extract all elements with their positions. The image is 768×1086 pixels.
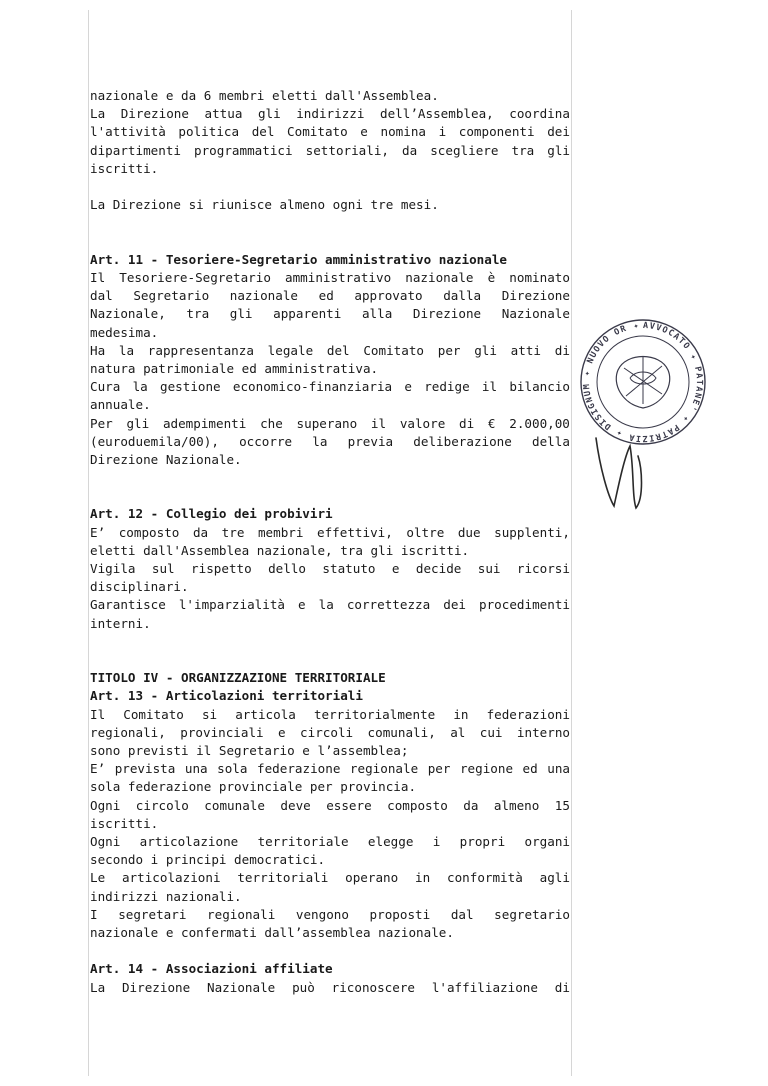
title-iv-heading: TITOLO IV - ORGANIZZAZIONE TERRITORIALE	[90, 670, 386, 686]
word: gli	[257, 106, 281, 122]
word: riconoscere	[331, 979, 416, 995]
word: federazione	[257, 761, 341, 777]
word: l'attività	[90, 124, 166, 140]
word: da	[402, 142, 418, 158]
word: operano	[345, 870, 399, 886]
word: politica	[178, 124, 240, 140]
word: 15	[554, 797, 570, 813]
word: conformità	[446, 870, 523, 886]
right-margin-rule	[571, 10, 572, 1076]
word: propri	[459, 833, 506, 849]
word: agli	[539, 870, 570, 886]
word: composto	[118, 524, 180, 540]
text-column	[90, 87, 570, 997]
article-12-line	[90, 560, 570, 578]
word: occorre	[239, 433, 293, 449]
word: comunale	[204, 797, 265, 813]
word: E’	[90, 761, 106, 777]
word: Garantisce	[90, 597, 166, 613]
word: elegge	[367, 833, 414, 849]
word: segretari	[118, 906, 187, 922]
word: bilancio	[509, 379, 570, 395]
word: si	[201, 706, 218, 722]
word: alla	[361, 306, 393, 322]
word: dalla	[443, 288, 482, 304]
word: programmatici	[194, 142, 293, 158]
word: dei	[443, 597, 466, 613]
word: l'imparzialità	[178, 597, 285, 613]
article-13-line	[90, 833, 570, 851]
article-11-line	[90, 415, 570, 433]
word: redige	[424, 379, 470, 395]
seal-stamp	[581, 320, 705, 444]
word: nazionale	[229, 288, 299, 304]
word: rispetto	[191, 561, 252, 577]
word: Per	[90, 415, 113, 431]
word: cui	[479, 724, 503, 740]
word: tra	[511, 142, 535, 158]
word: della	[532, 433, 570, 449]
word: indirizzi	[296, 106, 365, 122]
word: e	[391, 561, 400, 577]
word: componenti	[458, 124, 535, 140]
word: Il	[90, 706, 106, 722]
article-11-line: medesima.	[90, 324, 159, 340]
article-14-title: Art. 14 - Associazioni affiliate	[90, 961, 333, 977]
word: vengono	[295, 906, 349, 922]
word: provinciali	[180, 724, 264, 740]
intro-line	[90, 123, 570, 141]
seal-text: AVVOCATO ✦ PATANE' ✦ PATRIZIA ✦ DISIGNUM ✦ NUOVO OR ✦	[581, 320, 704, 444]
word: sul	[151, 561, 175, 577]
word: procedimenti	[479, 597, 570, 613]
word: territoriali	[237, 870, 329, 886]
word: dei	[547, 124, 570, 140]
word: gli	[547, 142, 570, 158]
word: dal	[450, 906, 474, 922]
article-14-line	[90, 979, 570, 997]
article-11-line	[90, 378, 570, 396]
intro-line	[90, 105, 570, 123]
word: deve	[280, 797, 311, 813]
word: l'affiliazione	[431, 979, 538, 995]
article-11-line	[90, 342, 570, 360]
word: sola	[217, 761, 248, 777]
article-11-title: Art. 11 - Tesoriere-Segretario amministrativo nazionale	[90, 251, 508, 267]
word: previa	[347, 433, 394, 449]
word: coordina	[509, 106, 570, 122]
word: E’	[90, 524, 106, 540]
word: La	[90, 106, 106, 122]
word: essere	[326, 797, 372, 813]
word: I	[90, 906, 98, 922]
word: nazionale	[405, 269, 474, 285]
handwritten-signature	[596, 438, 642, 508]
word: al	[450, 724, 466, 740]
article-11-line	[90, 305, 570, 323]
article-12-line: eletti dall'Assemblea nazionale, tra gli iscritti.	[90, 542, 470, 558]
word: che	[260, 415, 283, 431]
word: nomina	[380, 124, 426, 140]
word: del	[326, 342, 350, 358]
word: effettivi,	[317, 524, 393, 540]
word: il	[481, 379, 498, 395]
word: Cura	[90, 379, 121, 395]
word: articola	[235, 706, 296, 722]
word: interno	[516, 724, 570, 740]
word: Vigila	[90, 561, 136, 577]
word: adempimenti	[162, 415, 247, 431]
article-11-line: annuale.	[90, 397, 151, 413]
word: regionali,	[90, 724, 166, 740]
word: almeno	[493, 797, 540, 813]
article-11-line	[90, 287, 570, 305]
article-11-line: natura patrimoniale ed amministrativa.	[90, 360, 379, 376]
word: articolazione	[139, 833, 239, 849]
word: gli	[229, 306, 253, 322]
word: supplenti,	[494, 524, 570, 540]
article-13-line: indirizzi nazionali.	[90, 888, 242, 904]
word: Ogni	[90, 797, 121, 813]
word: apparenti	[273, 306, 342, 322]
word: statuto	[322, 561, 376, 577]
word: circolo	[135, 797, 189, 813]
word: composto	[387, 797, 448, 813]
word: la	[312, 433, 328, 449]
word: e	[360, 124, 368, 140]
word: 2.000,00	[509, 415, 570, 431]
word: Direzione	[412, 306, 482, 322]
article-13-line	[90, 797, 570, 815]
word: e	[298, 597, 306, 613]
article-11-line	[90, 433, 570, 451]
word: e	[278, 724, 286, 740]
word: settoriali,	[305, 142, 390, 158]
word: Comitato	[363, 342, 425, 358]
word: la	[318, 597, 334, 613]
word: articolazioni	[121, 870, 221, 886]
word: la	[118, 342, 135, 358]
article-11-line: Direzione Nazionale.	[90, 451, 242, 467]
word: una	[547, 761, 570, 777]
word: territorialmente	[313, 706, 436, 722]
word: da	[463, 797, 479, 813]
article-13-line	[90, 869, 570, 887]
word: gestione	[159, 379, 221, 395]
word: di	[554, 979, 570, 995]
word: Tesoriere-Segretario	[119, 269, 271, 285]
word: il	[370, 415, 387, 431]
word: Il	[90, 269, 106, 285]
word: sui	[477, 561, 501, 577]
word: decide	[415, 561, 462, 577]
article-13-title: Art. 13 - Articolazioni territoriali	[90, 688, 363, 704]
article-13-line: sono previsti il Segretario e l’assemblea;	[90, 742, 409, 758]
word: Le	[90, 870, 106, 886]
word: €	[487, 415, 496, 431]
word: regionali	[207, 906, 276, 922]
article-11-line	[90, 269, 570, 287]
word: attua	[204, 106, 243, 122]
word: due	[457, 524, 481, 540]
word: valore	[399, 415, 446, 431]
word: scegliere	[430, 142, 499, 158]
word: tra	[186, 306, 210, 322]
word: dell’Assemblea,	[380, 106, 494, 122]
intro-line	[90, 142, 570, 160]
word: nominato	[509, 269, 570, 285]
word: approvato	[354, 288, 423, 304]
article-13-line	[90, 760, 570, 778]
word: rappresentanza	[147, 342, 254, 358]
intro-line: nazionale e da 6 membri eletti dall'Assemblea.	[90, 88, 439, 103]
word: circoli	[300, 724, 354, 740]
article-13-line: iscritti.	[90, 815, 159, 831]
word: i	[438, 124, 447, 140]
word: è	[487, 269, 496, 285]
word: atti	[510, 342, 542, 358]
word: oltre	[406, 524, 445, 540]
word: regionale	[349, 761, 419, 777]
word: proposti	[369, 906, 431, 922]
word: dipartimenti	[90, 142, 181, 158]
word: deliberazione	[413, 433, 512, 449]
word: del	[251, 124, 275, 140]
word: di	[554, 342, 570, 358]
word: amministrativo	[285, 269, 392, 285]
word: per	[437, 342, 461, 358]
notary-seal-and-signature	[578, 318, 708, 514]
article-13-line	[90, 706, 570, 724]
word: può	[292, 979, 315, 995]
article-13-line	[90, 906, 570, 924]
word: per	[427, 761, 451, 777]
word: membri	[257, 524, 304, 540]
word: segretario	[494, 906, 570, 922]
word: ed	[318, 288, 334, 304]
word: Comitato	[287, 124, 348, 140]
word: dal	[90, 288, 113, 304]
word: superano	[296, 415, 358, 431]
word: federazioni	[486, 706, 570, 722]
word: Nazionale	[207, 979, 276, 995]
article-12-title: Art. 12 - Collegio dei probiviri	[90, 506, 333, 522]
word: e	[404, 379, 412, 395]
article-13-line: nazionale e confermati dall’assemblea nazionale.	[90, 924, 454, 940]
word: Direzione	[121, 979, 191, 995]
word: legale	[267, 342, 314, 358]
word: i	[432, 833, 441, 849]
word: Segretario	[133, 288, 210, 304]
word: La	[90, 979, 106, 995]
word: territoriale	[257, 833, 349, 849]
word: comunali,	[367, 724, 436, 740]
word: correttezza	[346, 597, 431, 613]
word: tre	[221, 524, 245, 540]
word: ed	[522, 761, 538, 777]
article-12-line: interni.	[90, 615, 151, 631]
intro-line: iscritti.	[90, 160, 159, 176]
word: ricorsi	[516, 561, 570, 577]
word: gli	[126, 415, 150, 431]
word: da	[192, 524, 209, 540]
article-12-line	[90, 524, 570, 542]
word: una	[184, 761, 208, 777]
word: (euroduemila/00),	[90, 433, 219, 449]
word: gli	[474, 342, 497, 358]
word: Comitato	[123, 706, 184, 722]
word: Direzione	[501, 288, 570, 304]
word: Ogni	[90, 833, 121, 849]
article-12-line: disciplinari.	[90, 579, 189, 595]
word: Nazionale	[501, 306, 570, 322]
word: prevista	[114, 761, 176, 777]
article-13-line: secondo i principi democratici.	[90, 852, 326, 868]
word: economico-finanziaria	[232, 379, 393, 395]
word: di	[459, 415, 475, 431]
word: in	[453, 706, 469, 722]
word: Nazionale,	[90, 306, 166, 322]
word: Ha	[90, 342, 106, 358]
word: organi	[524, 833, 570, 849]
word: dello	[268, 561, 307, 577]
left-margin-rule	[88, 10, 89, 1076]
word: regione	[459, 761, 514, 777]
article-12-line	[90, 596, 570, 614]
word: in	[415, 870, 431, 886]
article-13-line	[90, 724, 570, 742]
intro-line: La Direzione si riunisce almeno ogni tre mesi.	[90, 197, 439, 213]
word: Direzione	[120, 106, 189, 122]
word: la	[132, 379, 148, 395]
article-13-line: sola federazione provinciale per provincia.	[90, 779, 417, 795]
